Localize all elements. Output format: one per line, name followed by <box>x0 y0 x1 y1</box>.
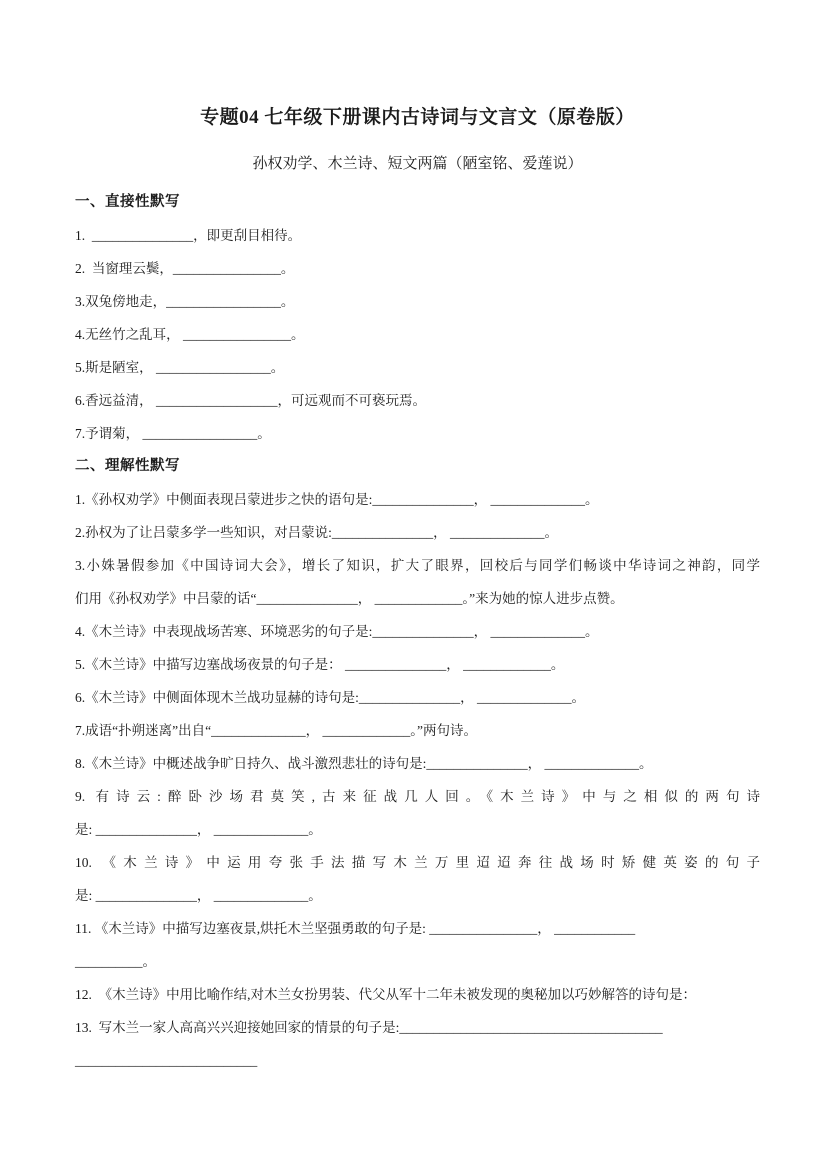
question-line: 3.小姝暑假参加《中国诗词大会》，增长了知识，扩大了眼界，回校后与同学们畅谈中华诗词之神韵，同学 <box>75 558 760 573</box>
question-item <box>75 318 760 351</box>
question-line: 11. 《木兰诗》中描写边塞夜景,烘托木兰坚强勇敢的句子是: ________________， ____________ <box>75 921 636 936</box>
question-item <box>75 516 760 549</box>
question-item <box>75 384 760 417</box>
question-item <box>75 912 760 978</box>
question-line: 3.双兔傍地走，_________________。 <box>75 294 295 309</box>
question-line: 是: _______________， ______________。 <box>75 888 322 903</box>
question-line: 13. 写木兰一家人高高兴兴迎接她回家的情景的句子是:_______________________________________ <box>75 1020 663 1035</box>
question-line: 1.《孙权劝学》中侧面表现吕蒙进步之快的语句是:_______________， ______________。 <box>75 492 599 507</box>
question-line: 4.《木兰诗》中表现战场苦寒、环境恶劣的句子是:_______________， ______________。 <box>75 624 599 639</box>
question-line: 6.香远益清， __________________，可远观而不可亵玩焉。 <box>75 393 426 408</box>
question-line: 12. 《木兰诗》中用比喻作结,对木兰女扮男装、代父从军十二年未被发现的奥秘加以巧妙解答的诗句是： <box>75 987 696 1002</box>
question-line: 4.无丝竹之乱耳， ________________。 <box>75 327 305 342</box>
question-item <box>75 252 760 285</box>
question-line: 5.《木兰诗》中描写边塞战场夜景的句子是： _______________， _____________。 <box>75 657 565 672</box>
section-heading: 一、直接性默写 <box>75 194 180 210</box>
doc-title: 专题04 七年级下册课内古诗词与文言文（原卷版） <box>200 107 635 128</box>
question-line: 2.孙权为了让吕蒙多学一些知识，对吕蒙说:_______________， ______________。 <box>75 525 559 540</box>
document-body <box>75 186 760 1077</box>
question-item <box>75 681 760 714</box>
question-item <box>75 351 760 384</box>
question-item <box>75 615 760 648</box>
question-line: 1. _______________，即更刮目相待。 <box>75 228 302 243</box>
question-item <box>75 648 760 681</box>
question-line: 们用《孙权劝学》中吕蒙的话“_______________， _____________。”来为她的惊人进步点赞。 <box>75 591 624 606</box>
question-item <box>75 846 760 912</box>
doc-subtitle: 孙权劝学、木兰诗、短文两篇（陋室铭、爱莲说） <box>252 156 583 172</box>
question-line: ___________________________ <box>75 1053 258 1068</box>
question-item <box>75 780 760 846</box>
question-line: 是: _______________， ______________。 <box>75 822 322 837</box>
question-item <box>75 1011 760 1077</box>
question-item <box>75 219 760 252</box>
question-line: 7.予谓菊， _________________。 <box>75 426 271 441</box>
question-item <box>75 714 760 747</box>
question-item <box>75 483 760 516</box>
question-line: __________。 <box>75 954 156 969</box>
question-line: 6.《木兰诗》中侧面体现木兰战功显赫的诗句是:_______________， ______________。 <box>75 690 586 705</box>
question-item <box>75 549 760 615</box>
question-item <box>75 747 760 780</box>
question-line: 2. 当窗理云鬓，________________。 <box>75 261 295 276</box>
question-item <box>75 978 760 1011</box>
section-heading: 二、理解性默写 <box>75 458 180 474</box>
question-line: 10. 《木兰诗》中运用夸张手法描写木兰万里迢迢奔往战场时矫健英姿的句子 <box>75 855 760 870</box>
question-item <box>75 285 760 318</box>
question-line: 8.《木兰诗》中概述战争旷日持久、战斗激烈悲壮的诗句是:_______________， ______________。 <box>75 756 653 771</box>
question-line: 7.成语“扑朔迷离”出自“______________， _____________。”两句诗。 <box>75 723 477 738</box>
question-item <box>75 417 760 450</box>
question-line: 9. 有诗云:醉卧沙场君莫笑,古来征战几人回。《木兰诗》中与之相似的两句诗 <box>75 789 760 804</box>
question-line: 5.斯是陋室， _________________。 <box>75 360 285 375</box>
